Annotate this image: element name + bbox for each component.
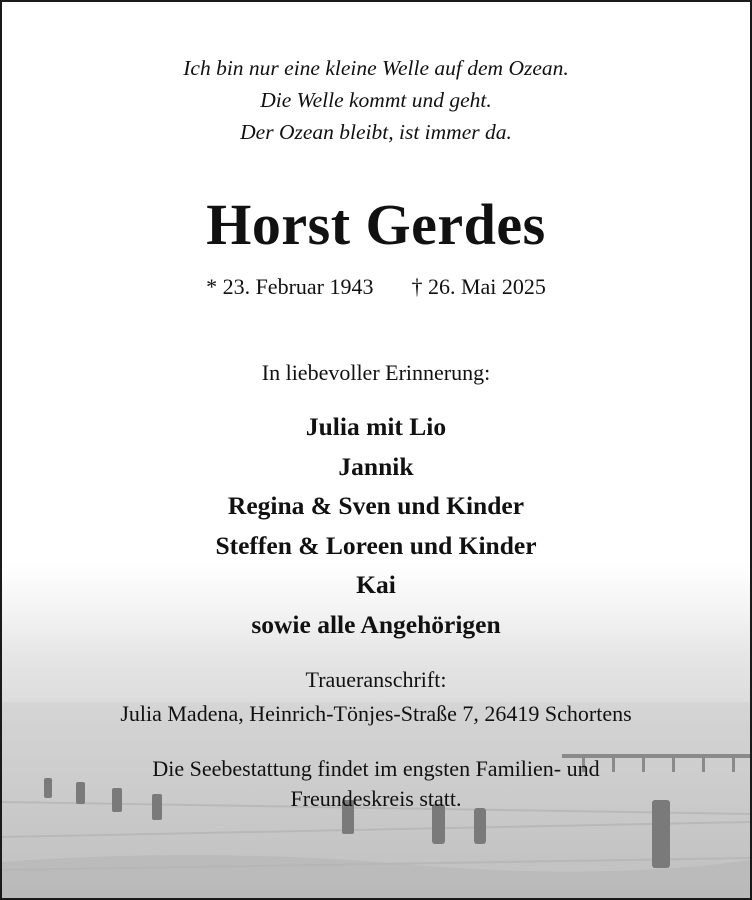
remembrance-intro: In liebevoller Erinnerung: xyxy=(261,360,491,385)
death-date: † 26. Mai 2025 xyxy=(411,274,546,299)
poem-line: Ich bin nur eine kleine Welle auf dem Ozean. xyxy=(183,56,569,80)
deceased-name: Horst Gerdes xyxy=(206,192,546,257)
burial-note-line: Die Seebestattung findet im engsten Familien- und xyxy=(152,756,600,781)
mourner-line: Kai xyxy=(356,570,396,599)
mourner-line: sowie alle Angehörigen xyxy=(251,609,501,639)
birth-date: * 23. Februar 1943 xyxy=(206,274,374,299)
burial-note xyxy=(2,754,750,814)
address-label: Traueranschrift: xyxy=(305,667,447,692)
mourner-line: Steffen & Loreen und Kinder xyxy=(215,530,537,560)
poem-line: Der Ozean bleibt, ist immer da. xyxy=(240,120,512,144)
life-dates xyxy=(2,272,750,302)
mourning-address: Julia Madena, Heinrich-Tönjes-Straße 7, 26419 Schortens xyxy=(120,701,632,726)
mourners-list xyxy=(2,407,750,644)
mourner-line: Jannik xyxy=(338,451,414,481)
poem-line: Die Welle kommt und geht. xyxy=(260,88,492,112)
poem xyxy=(2,52,750,148)
burial-note-line: Freundeskreis statt. xyxy=(290,786,462,811)
mourner-line: Regina & Sven und Kinder xyxy=(227,491,525,520)
mourner-line: Julia mit Lio xyxy=(305,412,447,441)
